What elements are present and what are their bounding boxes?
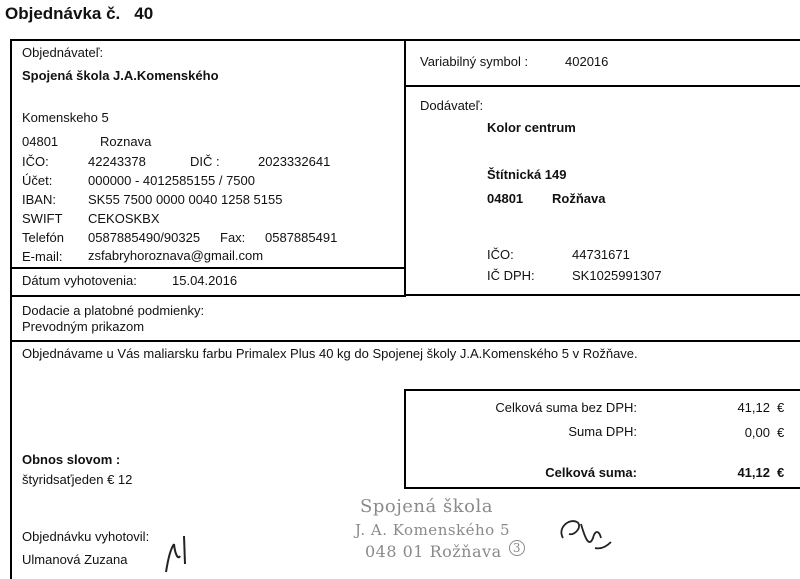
- issue-date-label: Dátum vyhotovenia:: [22, 273, 137, 288]
- issuer-signature: [160, 530, 200, 575]
- frame-left: [10, 39, 12, 579]
- totals-top-border: [404, 389, 800, 391]
- buyer-name: Spojená škola J.A.Komenského: [22, 68, 219, 83]
- supplier-left-border: [404, 87, 406, 295]
- buyer-bottom-border: [10, 267, 406, 269]
- supplier-street: Štítnická 149: [487, 167, 567, 182]
- totals-bottom-border: [404, 487, 800, 489]
- supplier-icdph: SK1025991307: [572, 268, 662, 283]
- buyer-email-label: E-mail:: [22, 249, 63, 264]
- date-bottom-border: [10, 295, 406, 297]
- buyer-iban: SK55 7500 0000 0040 1258 5155: [88, 192, 283, 207]
- document-title: [5, 4, 153, 24]
- issuer-label: Objednávku vyhotovil:: [22, 529, 150, 544]
- net-total-currency: €: [777, 400, 785, 415]
- buyer-swift-label: SWIFT: [22, 211, 63, 226]
- director-signature: [555, 508, 615, 558]
- issue-date: 15.04.2016: [172, 273, 238, 288]
- title-label: Objednávka č.: [5, 4, 121, 23]
- buyer-phone: 0587885490/90325: [88, 230, 201, 245]
- buyer-phone-label: Telefón: [22, 230, 64, 245]
- in-words-value: štyridsaťjeden € 12: [22, 472, 133, 487]
- grand-total-currency: €: [777, 465, 785, 480]
- terms-bottom-border: [10, 340, 800, 342]
- buyer-fax: 0587885491: [265, 230, 338, 245]
- vat-total-currency: €: [777, 425, 785, 440]
- supplier-ico: 44731671: [572, 247, 630, 262]
- supplier-icdph-label: IČ DPH:: [487, 268, 535, 283]
- grand-total-value: 41,12: [737, 465, 770, 480]
- stamp-line-1: Spojená škola: [360, 496, 493, 517]
- buyer-iban-label: IBAN:: [22, 192, 56, 207]
- buyer-ico: 42243378: [88, 154, 146, 169]
- supplier-name: Kolor centrum: [487, 120, 576, 135]
- buyer-email: zsfabryhoroznava@gmail.com: [88, 248, 264, 263]
- supplier-bottom-border: [404, 294, 800, 296]
- vat-total-value: 0,00: [744, 425, 770, 440]
- order-number: 40: [134, 4, 154, 23]
- stamp-line-3: 048 01 Rožňava: [365, 542, 502, 561]
- stamp-mark: 3: [509, 540, 525, 556]
- variable-symbol-value: 402016: [565, 54, 609, 69]
- net-total-value: 41,12: [737, 400, 770, 415]
- buyer-ico-label: IČO:: [22, 154, 49, 169]
- stamp-line-2: J. A. Komenského 5: [355, 521, 511, 539]
- vat-total-label: Suma DPH:: [568, 424, 637, 439]
- net-total-label: Celková suma bez DPH:: [495, 400, 637, 415]
- buyer-account-label: Účet:: [22, 173, 53, 188]
- buyer-fax-label: Fax:: [220, 230, 246, 245]
- supplier-city: Rožňava: [552, 191, 606, 206]
- buyer-dic-label: DIČ :: [190, 154, 220, 169]
- buyer-heading: Objednávateľ:: [22, 45, 104, 60]
- totals-left-border: [404, 389, 406, 488]
- buyer-swift: CEKOSKBX: [88, 211, 160, 226]
- buyer-dic: 2023332641: [258, 154, 331, 169]
- variable-symbol-label: Variabilný symbol :: [420, 54, 529, 69]
- issuer-name: Ulmanová Zuzana: [22, 552, 128, 567]
- buyer-zip: 04801: [22, 134, 59, 149]
- buyer-account: 000000 - 4012585155 / 7500: [88, 173, 255, 188]
- supplier-zip: 04801: [487, 191, 524, 206]
- grand-total-label: Celková suma:: [545, 465, 637, 480]
- terms-value: Prevodným prikazom: [22, 319, 145, 334]
- in-words-label: Obnos slovom :: [22, 452, 121, 467]
- buyer-street: Komenskeho 5: [22, 110, 109, 125]
- order-text: Objednávame u Vás maliarsku farbu Primalex Plus 40 kg do Spojenej školy J.A.Komenského 5 v Rožňave.: [22, 346, 638, 361]
- supplier-heading: Dodávateľ:: [420, 98, 484, 113]
- supplier-ico-label: IČO:: [487, 247, 514, 262]
- buyer-city: Roznava: [100, 134, 152, 149]
- terms-label: Dodacie a platobné podmienky:: [22, 303, 205, 318]
- vs-bottom-border: [404, 85, 800, 87]
